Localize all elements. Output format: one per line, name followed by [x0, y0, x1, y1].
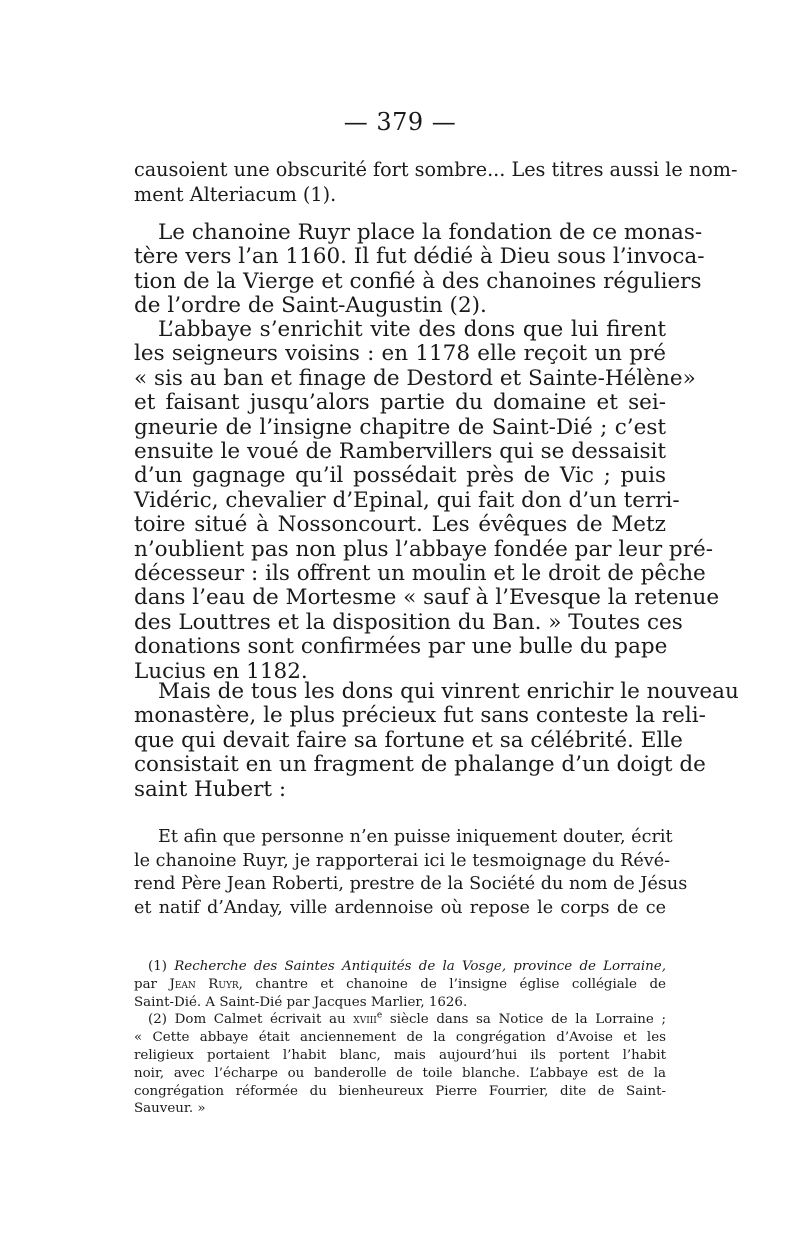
- footnote-text: , chantre et chanoine de l’insigne église collégiale de: [238, 976, 666, 992]
- footnote-2-line: Sauveur. »: [134, 1101, 206, 1117]
- block-quote: [134, 826, 688, 920]
- footnote-century-suffix: e: [376, 1010, 383, 1021]
- footnote-2-line: congrégation réformée du bienheureux Pierre Fourrier, dite de Saint-: [134, 1083, 666, 1099]
- text-line: Mais de tous les dons qui vinrent enrichir le nouveau: [158, 679, 739, 704]
- footnote-1-line: Saint-Dié. A Saint-Dié par Jacques Marlier, 1626.: [134, 994, 468, 1010]
- text-line: dans l’eau de Mortesme « sauf à l’Evesque la retenue: [134, 585, 720, 611]
- text-line: Vidéric, chevalier d’Epinal, qui fait don d’un terri-: [134, 487, 680, 513]
- paragraph-foundation: [134, 220, 705, 319]
- page-number: — 379 —: [343, 108, 457, 136]
- text-line: décesseur : ils offrent un moulin et le droit de pêche: [134, 561, 706, 587]
- text-line: ment Alteriacum (1).: [134, 182, 337, 206]
- text-line: rend Père Jean Roberti, prestre de la Société du nom de Jésus: [134, 874, 688, 894]
- footnote-2-line: [134, 1011, 666, 1029]
- text-line: saint Hubert :: [134, 776, 287, 802]
- footnote-marker: (1): [148, 959, 167, 974]
- text-line: Le chanoine Ruyr place la fondation de ce monas-: [158, 220, 703, 245]
- text-line: tion de la Vierge et confié à des chanoines réguliers: [134, 268, 702, 294]
- paragraph-donations: [134, 317, 720, 684]
- text-line: le chanoine Ruyr, je rapporterai ici le tesmoignage du Révé-: [134, 850, 671, 871]
- text-line: les seigneurs voisins : en 1178 elle reçoit un pré: [134, 341, 666, 367]
- text-line: et natif d’Anday, ville ardennoise où repose le corps de ce: [134, 897, 666, 918]
- text-line: Et afin que personne n’en puisse iniquement douter, écrit: [158, 827, 673, 847]
- continuation-text: [134, 158, 738, 207]
- footnote-2-line: noir, avec l’écharpe ou banderolle de toile blanche. L’abbaye est de la: [134, 1065, 666, 1081]
- text-line: L’abbaye s’enrichit vite des dons que lui firent: [158, 317, 666, 342]
- text-line: de l’ordre de Saint-Augustin (2).: [134, 293, 487, 319]
- text-line: consistait en un fragment de phalange d’un doigt de: [134, 752, 706, 778]
- text-line: donations sont confirmées par une bulle du pape: [134, 634, 668, 660]
- footnote-text: par: [134, 976, 170, 992]
- text-line: et faisant jusqu’alors partie du domaine et sei-: [134, 390, 666, 416]
- text-line: causoient une obscurité fort sombre... Les titres aussi le nom-: [134, 158, 738, 181]
- footnote-2-line: religieux portaient l’habit blanc, mais aujourd’hui ils portent l’habit: [134, 1047, 666, 1063]
- footnote-text: siècle dans sa Notice de la Lorraine ;: [382, 1012, 666, 1028]
- footnotes: [134, 958, 666, 1118]
- footnote-text: (2) Dom Calmet écrivait au: [148, 1012, 354, 1028]
- text-line: ensuite le voué de Rambervillers qui se dessaisit: [134, 439, 666, 465]
- footnote-book-title: Recherche des Saintes Antiquités de la Vosge, province de Lorraine,: [174, 959, 666, 974]
- footnote-author: Jean Ruyr: [169, 976, 239, 992]
- text-line: Lucius en 1182.: [134, 658, 308, 684]
- text-line: que qui devait faire sa fortune et sa célébrité. Elle: [134, 727, 683, 753]
- text-line: gneurie de l’insigne chapitre de Saint-Dié ; c’est: [134, 414, 666, 440]
- text-line: « sis au ban et finage de Destord et Sainte-Hélène»: [134, 365, 696, 391]
- paragraph-relic: [134, 679, 739, 802]
- text-line: d’un gagnage qu’il possédait près de Vic ; puis: [134, 463, 666, 489]
- footnote-century: xviii: [353, 1012, 377, 1028]
- text-line: tère vers l’an 1160. Il fut dédié à Dieu sous l’invoca-: [134, 244, 705, 270]
- footnote-1-line: [134, 958, 666, 976]
- footnote-2-line: « Cette abbaye était anciennement de la congrégation d’Avoise et les: [134, 1030, 666, 1046]
- text-line: des Louttres et la disposition du Ban. » Toutes ces: [134, 609, 683, 635]
- text-line: n’oublient pas non plus l’abbaye fondée par leur pré-: [134, 536, 713, 562]
- footnote-1-line: [134, 976, 666, 994]
- text-line: toire situé à Nossoncourt. Les évêques de Metz: [134, 512, 666, 538]
- text-line: monastère, le plus précieux fut sans conteste la reli-: [134, 703, 706, 729]
